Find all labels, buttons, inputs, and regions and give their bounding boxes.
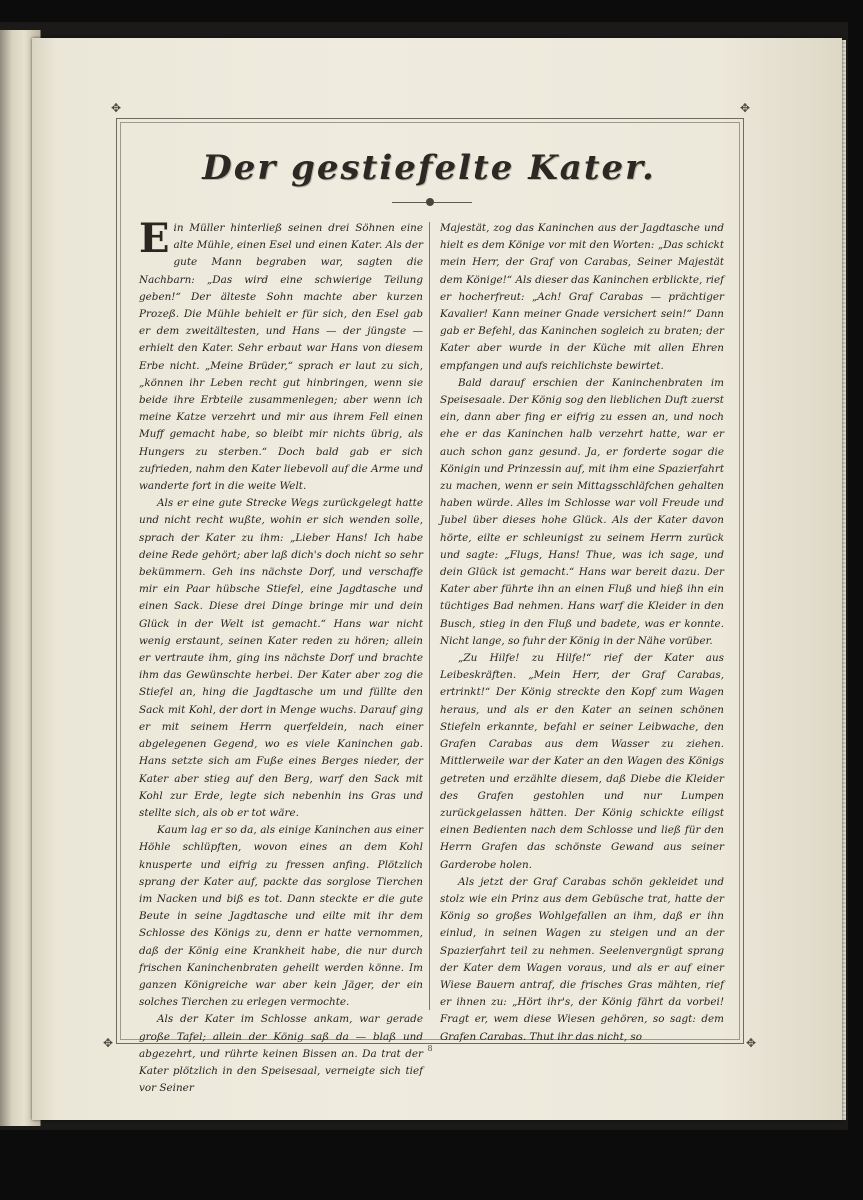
- paragraph: Als er eine gute Strecke Wegs zurückgelegt hatte und nicht recht wußte, wohin er sich wenden solle, sprach der Kater zu ihm: „Lieber Hans! Ich habe deine Rede gehört; aber laß dich's doch nicht so sehr bekümmern. Geh ins nächste Dorf, und verschaffe mir ein Paar hübsche Stiefel, eine Jagdtasche und einen Sack. Diese drei Dinge bringe mir und dein Glück in der Welt ist gemacht.“ Hans war nicht wenig erstaunt, seinen Kater reden zu hören; allein er vertraute ihm, ging ins nächste Dorf und brachte ihm das Gewünschte herbei. Der Kater aber zog die Stiefel an, hing die Jagdtasche um und füllte den Sack mit Kohl, der dort in Menge wuchs. Darauf ging er mit seinem Herrn querfeldein, nach einer abgelegenen Gegend, wo es viele Kaninchen gab. Hans setzte sich am Fuße eines Berges nieder, der Kater aber stieg auf den Berg, warf den Sack mit Kohl zur Erde, legte sich nebenhin ins Gras und stellte sich, als ob er tot wäre.: [139, 497, 423, 819]
- text-column-right: [440, 220, 724, 1043]
- page-number: 8: [427, 1044, 433, 1053]
- column-divider: [429, 222, 430, 1010]
- paragraph: Majestät, zog das Kaninchen aus der Jagdtasche und hielt es dem Könige vor mit den Worten: „Das schickt mein Herr, der Graf von Carabas, Seiner Majestät dem Könige!“ Als dieser das Kaninchen erblickte, rief er hocherfreut: „Ach! Graf Carabas — prächtiger Kavalier! Kann meiner Gnade versichert sein!“ Dann gab er Befehl, das Kaninchen sogleich zu braten; der Kater aber wurde in der Küche mit allen Ehren empfangen und aufs reichlichste bewirtet.: [440, 222, 724, 372]
- corner-ornament-top-right: ✥: [739, 101, 751, 115]
- corner-ornament-bottom-left: ✥: [102, 1036, 114, 1050]
- corner-ornament-bottom-right: ✥: [745, 1036, 757, 1050]
- text-column-left: [139, 215, 423, 1095]
- paragraph: „Zu Hilfe! zu Hilfe!“ rief der Kater aus Leibeskräften. „Mein Herr, der Graf Carabas, ertrinkt!“ Der König streckte den Kopf zum Wagen heraus, und als er den Kater an seinen schönen Stiefeln erkannte, befahl er seiner Leibwache, den Grafen Carabas aus dem Wasser zu ziehen. Mittlerweile war der Kater an den Wagen des Königs getreten und erzählte diesem, daß Diebe die Kleider des Grafen gestohlen und nur Lumpen zurückgelassen hätten. Der König schickte eiligst einen Bedienten nach dem Schlosse und ließ für den Herrn Grafen das schönste Gewand aus seiner Garderobe holen.: [440, 652, 724, 871]
- page-title: Der gestiefelte Kater.: [202, 148, 656, 188]
- paragraph: Als der Kater im Schlosse ankam, war gerade große Tafel; allein der König saß da — blaß und abgezehrt, und rührte keinen Bissen an. Da trat der Kater plötzlich in den Speisesaal, verneigte sich tief vor Seiner: [139, 1013, 423, 1095]
- drop-cap: E: [139, 215, 170, 262]
- title-divider-ornament: [426, 198, 434, 206]
- corner-ornament-top-left: ✥: [110, 101, 122, 115]
- paragraph-text: in Müller hinterließ seinen drei Söhnen eine alte Mühle, einen Esel und einen Kater. Als der gute Mann begraben war, sagten die Nachbarn: „Das wird eine schwierige Teilung geben!“ Der älteste Sohn machte aber kurzen Prozeß. Die Mühle behielt er für sich, den Esel gab er dem zweitältesten, und Hans — der jüngste — erhielt den Kater. Sehr erbaut war Hans von diesem Erbe nicht. „Meine Brüder,“ sprach er laut zu sich, „können ihr Leben recht gut hinbringen, wenn sie beide ihre Erbteile zusammenlegen; aber wenn ich meine Katze verzehrt und mir aus ihrem Fell einen Muff gemacht habe, so bleibt mir nichts übrig, als Hungers zu sterben.“ Doch bald gab er sich zufrieden, nahm den Kater liebevoll auf die Arme und wanderte fort in die weite Welt.: [139, 222, 423, 493]
- paragraph: [139, 215, 423, 495]
- paragraph: Kaum lag er so da, als einige Kaninchen aus einer Höhle schlüpften, wovon eines an dem Kohl knusperte und eifrig zu fressen anfing. Plötzlich sprang der Kater auf, packte das sorglose Tierchen im Nacken und biß es tot. Dann steckte er die gute Beute in seine Jagdtasche und eilte mit ihr dem Schlosse des Königs zu, denn er hatte vernommen, daß der König eine Krankheit habe, die nur durch frischen Kaninchenbraten geheilt werden könne. Im ganzen Königreiche war aber kein Jäger, der ein solches Tierchen zu erlegen vermochte.: [139, 824, 423, 1009]
- paragraph: Als jetzt der Graf Carabas schön gekleidet und stolz wie ein Prinz aus dem Gebüsche trat, hatte der König so großes Wohlgefallen an ihm, daß er ihn einlud, in seinen Wagen zu steigen und an der Spazierfahrt teil zu nehmen. Seelenvergnügt sprang der Kater dem Wagen voraus, und als er auf einer Wiese Bauern antraf, die frisches Gras mähten, rief er ihnen zu: „Hört ihr's, der König fährt da vorbei! Fragt er, wem diese Wiesen gehören, so sagt: dem Grafen Carabas. Thut ihr das nicht, so: [440, 875, 724, 1043]
- paragraph: Bald darauf erschien der Kaninchenbraten im Speisesaale. Der König sog den lieblichen Duft zuerst ein, dann aber fing er eifrig zu essen an, und noch ehe er das Kaninchen halb verzehrt hatte, war er auch schon ganz gesund. Ja, er forderte sogar die Königin und Prinzessin auf, mit ihm eine Spazierfahrt zu machen, wenn er sein Mittagsschläfchen gehalten haben würde. Alles im Schlosse war voll Freude und Jubel über dieses hohe Glück. Als der Kater davon hörte, eilte er schleunigst zu seinem Herrn zurück und sagte: „Flugs, Hans! Thue, was ich sage, und dein Glück ist gemacht.“ Hans war bereit dazu. Der Kater aber führte ihn an einen Fluß und hieß ihn ein tüchtiges Bad nehmen. Hans warf die Kleider in den Busch, stieg in den Fluß und badete, was er konnte. Nicht lange, so fuhr der König in der Nähe vorüber.: [440, 376, 724, 647]
